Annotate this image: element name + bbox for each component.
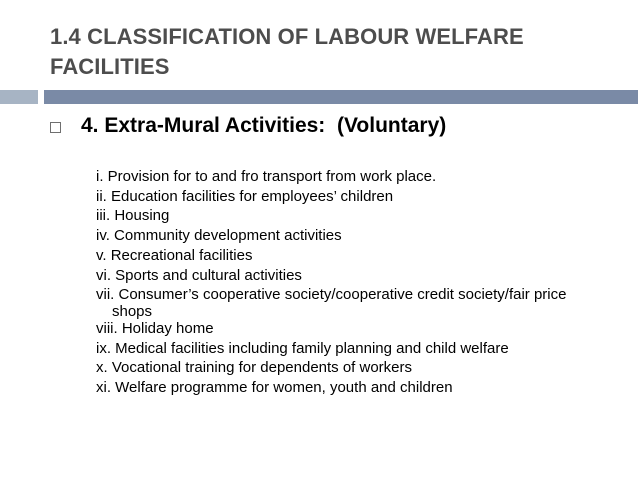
list-item-text: viii. Holiday home [96,319,214,337]
list-item-text: vi. Sports and cultural activities [96,266,302,284]
list-item [96,378,616,398]
list-item [96,266,616,286]
list-item [96,358,616,378]
list-item-text: iv. Community development activities [96,227,342,245]
list-item [96,246,616,266]
facilities-list [96,167,616,398]
accent-bar-left [0,90,38,104]
accent-bar-right [44,90,638,104]
square-bullet-icon [50,122,61,133]
section-heading: 4. Extra-Mural Activities: (Voluntary) [81,114,447,137]
list-item [96,319,616,339]
list-item-continuation: shops [112,302,153,320]
list-item-text: ii. Education facilities for employees’ children [96,187,394,205]
list-item-text: i. Provision for to and fro transport from work place. [96,168,437,185]
list-item-text: xi. Welfare programme for women, youth and children [96,379,453,397]
list-item-text: iii. Housing [96,207,170,225]
list-item [96,226,616,246]
list-item-text: vii. Consumer’s cooperative society/cooperative credit society/fair price [96,286,567,304]
heading-row [50,114,446,138]
list-item [96,206,616,226]
list-item [96,285,616,319]
list-item [96,339,616,359]
list-item-text: v. Recreational facilities [96,246,253,264]
list-item [96,187,616,207]
list-item-text: x. Vocational training for dependents of workers [96,359,413,377]
list-item-text: ix. Medical facilities including family planning and child welfare [96,339,509,357]
list-item [96,167,616,187]
slide-title: 1.4 CLASSIFICATION OF LABOUR WELFARE FACILITIES [50,24,524,79]
